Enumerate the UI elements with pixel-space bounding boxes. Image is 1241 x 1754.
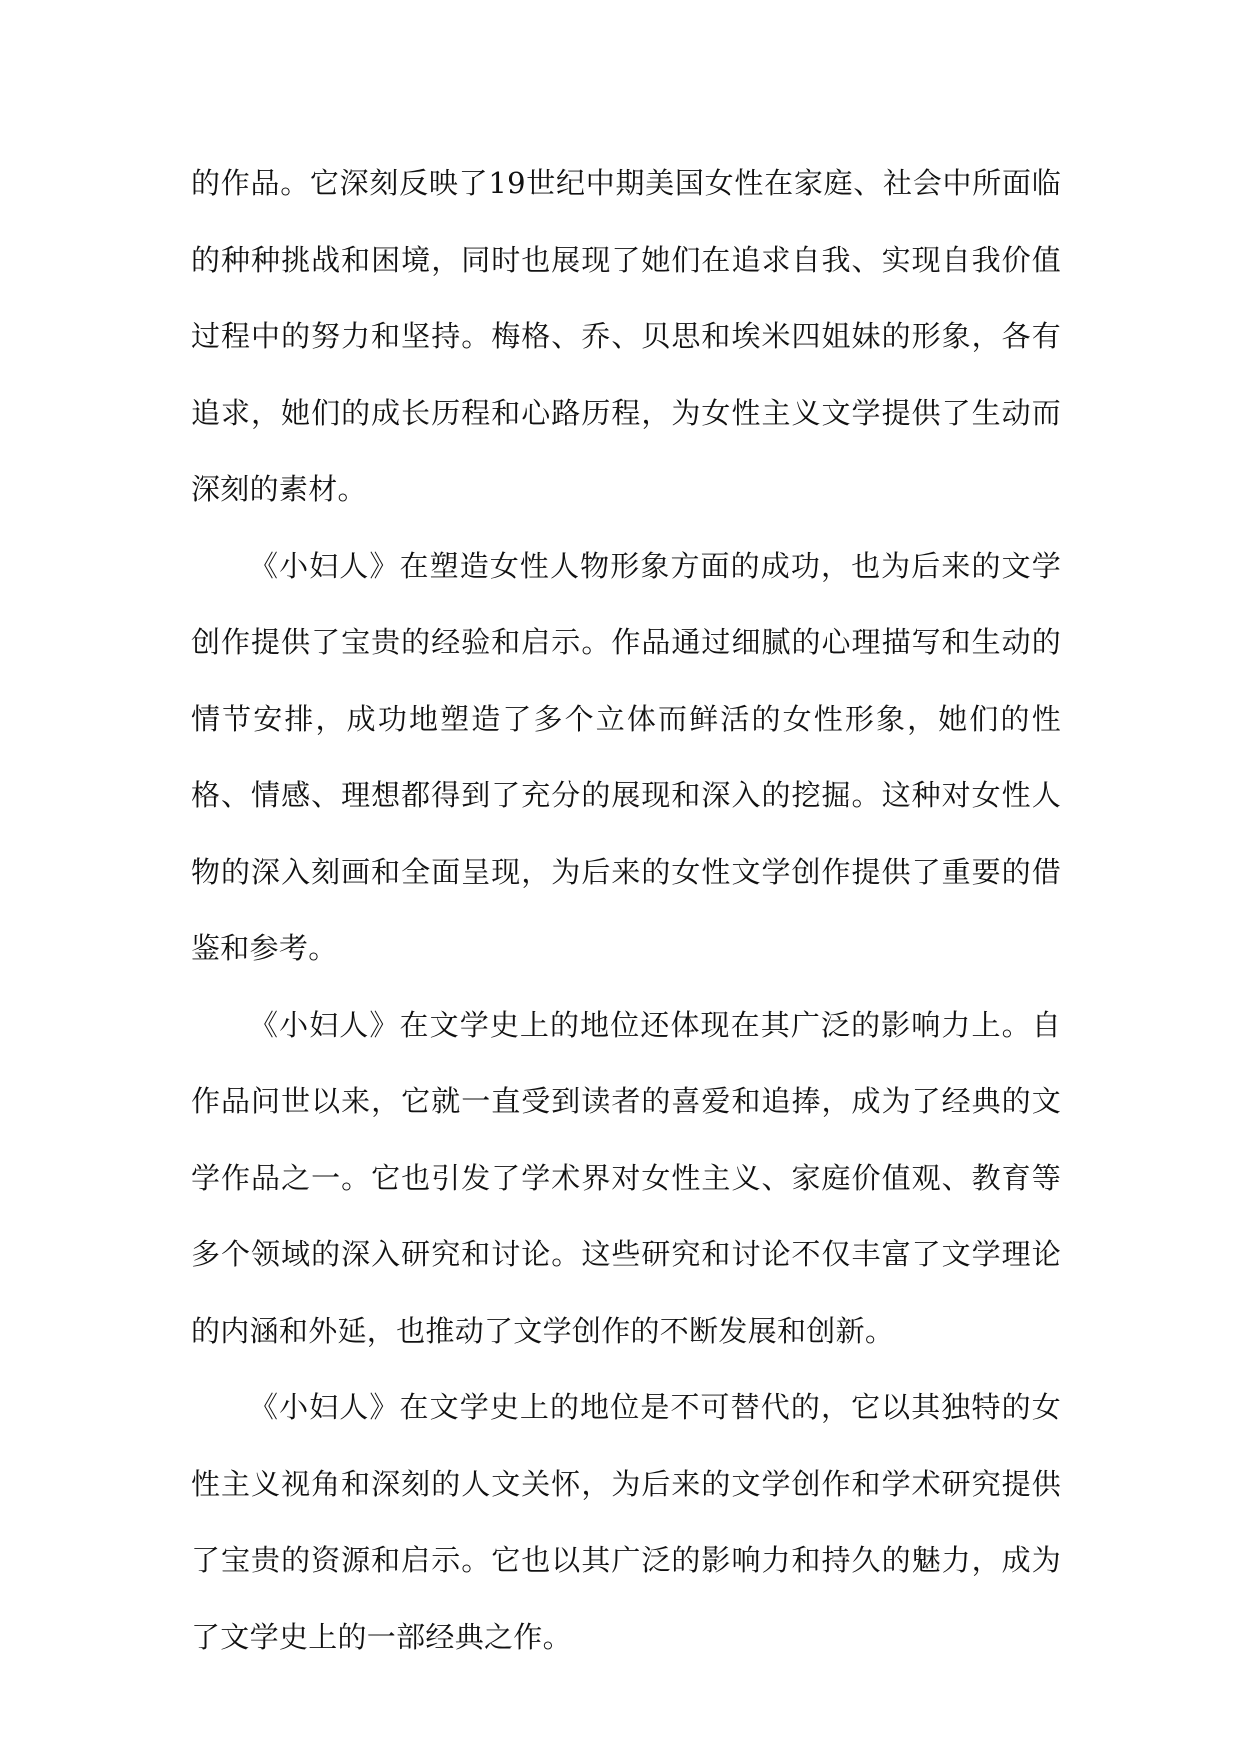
body-text	[191, 145, 1061, 1675]
paragraph-2: 《小妇人》在塑造女性人物形象方面的成功，也为后来的文学创作提供了宝贵的经验和启示。作品通过细腻的心理描写和生动的情节安排，成功地塑造了多个立体而鲜活的女性形象，她们的性格、情感、理想都得到了充分的展现和深入的挖掘。这种对女性人物的深入刻画和全面呈现，为后来的女性文学创作提供了重要的借鉴和参考。	[191, 548, 1061, 965]
paragraph-3: 《小妇人》在文学史上的地位还体现在其广泛的影响力上。自作品问世以来，它就一直受到读者的喜爱和追捧，成为了经典的文学作品之一。它也引发了学术界对女性主义、家庭价值观、教育等多个领域的深入研究和讨论。这些研究和讨论不仅丰富了文学理论的内涵和外延，也推动了文学创作的不断发展和创新。	[191, 1007, 1061, 1348]
paragraph-4: 《小妇人》在文学史上的地位是不可替代的，它以其独特的女性主义视角和深刻的人文关怀，为后来的文学创作和学术研究提供了宝贵的资源和启示。它也以其广泛的影响力和持久的魅力，成为了文学史上的一部经典之作。	[191, 1390, 1061, 1654]
paragraph-1: 的作品。它深刻反映了19世纪中期美国女性在家庭、社会中所面临的种种挑战和困境，同时也展现了她们在追求自我、实现自我价值过程中的努力和坚持。梅格、乔、贝思和埃米四姐妹的形象，各有追求，她们的成长历程和心路历程，为女性主义文学提供了生动而深刻的素材。	[191, 166, 1061, 506]
